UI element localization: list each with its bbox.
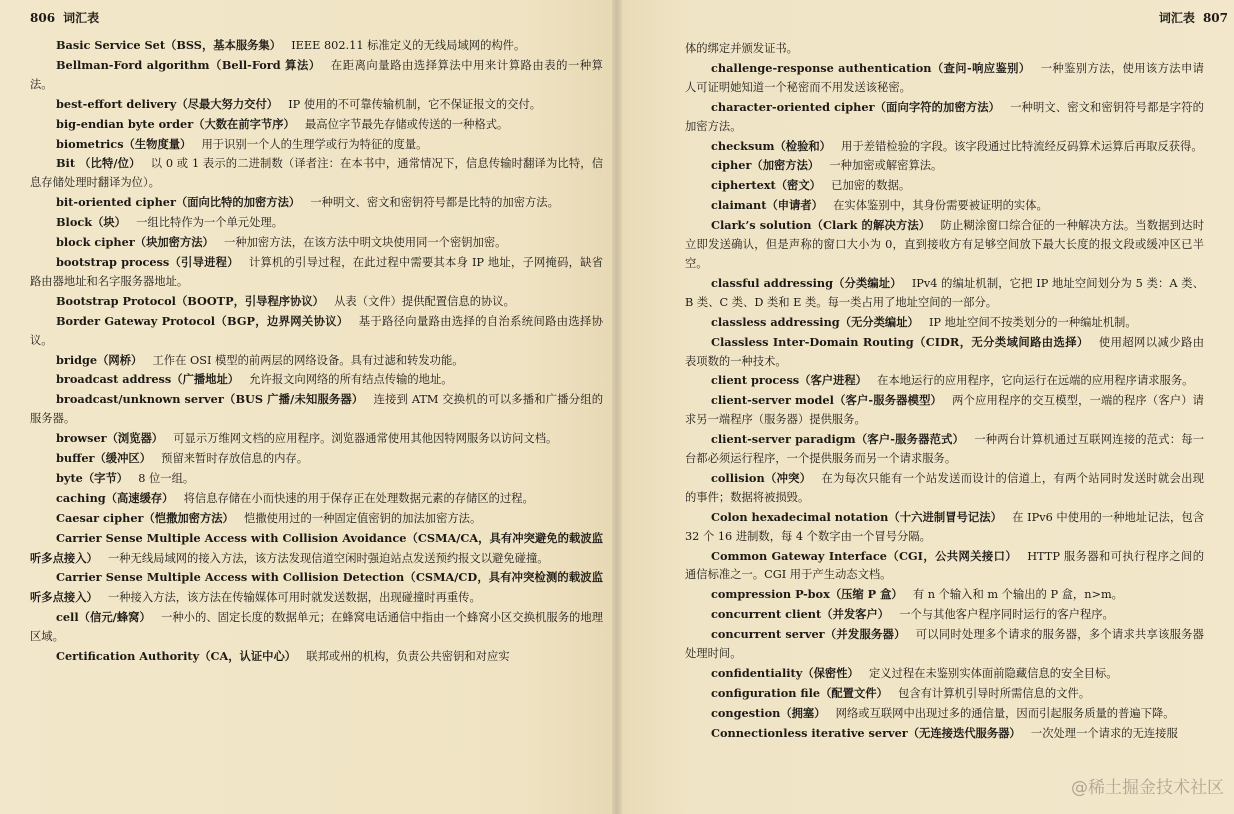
glossary-entry: [685, 59, 1204, 98]
glossary-entry: [685, 137, 1204, 157]
left-glossary-body: [30, 36, 603, 667]
glossary-entry: [685, 508, 1204, 547]
right-page-number: 807: [1202, 11, 1228, 25]
glossary-definition: 在为每次只能有一个站发送而设计的信道上，有两个站同时发送时就会出现的事件；数据将被损毁。: [685, 471, 1204, 504]
glossary-definition: 8 位一组。: [138, 471, 195, 485]
glossary-definition: 已加密的数据。: [831, 179, 911, 193]
glossary-term: byte（字节）: [55, 470, 129, 485]
glossary-term: classless addressing（无分类编址）: [710, 314, 919, 329]
glossary-entry: [30, 469, 603, 489]
glossary-term: Certification Authority（CA，认证中心）: [55, 649, 297, 664]
glossary-term: Bit （比特/位）: [55, 156, 141, 171]
glossary-definition: IP 使用的不可靠传输机制，它不保证报文的交付。: [288, 97, 542, 111]
glossary-definition: 一种明文、密文和密钥符号都是字符的加密方法。: [685, 100, 1204, 133]
glossary-definition: 一次处理一个请求的无连接服: [1030, 726, 1178, 740]
glossary-entry: [30, 370, 603, 390]
glossary-definition: 可以同时处理多个请求的服务器，多个请求共享该服务器处理时间。: [685, 628, 1204, 661]
glossary-entry: [30, 292, 603, 312]
glossary-term: Block（块）: [55, 215, 126, 230]
glossary-definition: 防止糊涂窗口综合征的一种解决方法。当数据到达时立即发送确认，但是声称的窗口大小为 0，直到接收方有足够空间放下最大长度的报文段或缓冲区已半空。: [685, 219, 1204, 270]
glossary-definition: 联邦或州的机构，负责公共密钥和对应实: [306, 650, 510, 664]
glossary-definition: 以 0 或 1 表示的二进制数（译者注：在本书中，通常情况下，信息传输时翻译为比特，信息存储处理时翻译为位）。: [30, 157, 603, 190]
glossary-term: bit-oriented cipher（面向比特的加密方法）: [55, 195, 301, 210]
glossary-definition: 一种无线局域网的接入方法，该方法发现信道空闲时强迫站点发送预约报文以避免碰撞。: [107, 551, 549, 565]
glossary-entry: [685, 216, 1204, 274]
glossary-term: broadcast/unknown server（BUS 广播/未知服务器）: [55, 392, 364, 407]
glossary-definition: 连接到 ATM 交换机的可以多播和广播分组的服务器。: [30, 393, 603, 426]
glossary-definition: 用于差错检验的字段。该字段通过比特流经反码算术运算后再取反获得。: [841, 139, 1203, 153]
glossary-term: Common Gateway Interface（CGI，公共网关接口）: [710, 548, 1018, 563]
glossary-definition: 计算机的引导过程，在此过程中需要其本身 IP 地址，子网掩码，缺省路由器地址和名字服务器地址。: [30, 255, 604, 288]
glossary-term: classful addressing（分类编址）: [710, 275, 902, 290]
glossary-entry: [30, 429, 603, 449]
glossary-entry: [685, 391, 1204, 430]
glossary-term: concurrent server（并发服务器）: [710, 627, 906, 642]
glossary-term: Colon hexadecimal notation（十六进制冒号记法）: [710, 509, 1002, 524]
right-running-head: 词汇表: [1158, 11, 1195, 25]
glossary-definition: 一种两台计算机通过互联网连接的范式：每一台都必须运行程序，一个提供服务而另一个请求服务。: [685, 433, 1204, 466]
glossary-term: Clark’s solution（Clark 的解决方法）: [710, 218, 931, 233]
glossary-entry: [685, 547, 1204, 586]
glossary-definition: 将信息存储在小而快速的用于保存正在处理数据元素的存储区的过程。: [183, 491, 534, 505]
glossary-entry: [685, 371, 1204, 391]
glossary-entry: [685, 684, 1204, 704]
right-glossary-body: [685, 40, 1204, 744]
glossary-entry: [685, 664, 1204, 684]
glossary-definition: 一组比特作为一个单元处理。: [136, 216, 283, 230]
glossary-definition: 恺撒使用过的一种固定值密钥的加法加密方法。: [244, 511, 482, 525]
glossary-definition: 基于路径向量路由选择的自治系统间路由选择协议。: [30, 314, 603, 347]
glossary-definition: 允许报文向网络的所有结点传输的地址。: [249, 373, 453, 387]
glossary-term: concurrent client（并发客户）: [710, 607, 890, 622]
glossary-definition: 可显示万维网文档的应用程序。浏览器通常使用其他因特网服务以访问文档。: [173, 432, 558, 446]
glossary-term: buffer（缓冲区）: [55, 451, 151, 466]
glossary-definition: 包含有计算机引导时所需信息的文件。: [898, 686, 1091, 700]
glossary-entry: [30, 608, 603, 647]
watermark: @稀土掘金技术社区: [1071, 778, 1224, 798]
glossary-definition: 一种加密方法，在该方法中明文块使用同一个密钥加密。: [224, 236, 507, 250]
glossary-term: bridge（网桥）: [55, 352, 143, 367]
glossary-definition: 一种明文、密文和密钥符号都是比特的加密方法。: [310, 196, 559, 210]
glossary-term: cell（信元/蜂窝）: [55, 610, 151, 625]
glossary-entry: [685, 704, 1204, 724]
glossary-term: best-effort delivery（尽最大努力交付）: [55, 96, 279, 111]
glossary-definition: 最高位字节最先存储或传送的一种格式。: [304, 117, 509, 131]
glossary-entry: [685, 724, 1204, 744]
glossary-term: ciphertext（密文）: [710, 178, 821, 193]
glossary-term: block cipher（块加密方法）: [55, 235, 214, 250]
glossary-entry: [685, 430, 1204, 469]
glossary-entry: [30, 312, 603, 351]
glossary-definition: HTTP 服务器和可执行程序之间的通信标准之一。CGI 用于产生动态文档。: [685, 549, 1205, 582]
glossary-term: big-endian byte order（大数在前字节序）: [55, 116, 295, 131]
glossary-term: configuration file（配置文件）: [710, 685, 888, 700]
glossary-entry: [685, 156, 1204, 176]
glossary-definition: IEEE 802.11 标准定义的无线局域网的构件。: [291, 39, 526, 52]
glossary-definition: 在距离向量路由选择算法中用来计算路由表的一种算法。: [30, 58, 603, 91]
glossary-entry: [30, 115, 603, 135]
glossary-entry: [30, 647, 603, 667]
glossary-entry: [685, 625, 1204, 664]
continued-definition: 体的绑定并颁发证书。: [685, 42, 798, 55]
glossary-term: Classless Inter-Domain Routing（CIDR，无分类域间路由选择）: [710, 334, 1089, 349]
glossary-term: Bootstrap Protocol（BOOTP，引导程序协议）: [55, 293, 324, 308]
glossary-term: character-oriented cipher（面向字符的加密方法）: [710, 99, 1001, 114]
book-gutter: [612, 0, 622, 814]
glossary-definition: 网络或互联网中出现过多的通信量，因而引起服务质量的普遍下降。: [835, 706, 1175, 720]
left-running-header: [30, 8, 603, 28]
glossary-entry: [685, 196, 1204, 216]
glossary-entry: [685, 98, 1204, 137]
glossary-term: broadcast address（广播地址）: [55, 372, 240, 387]
glossary-entry: [30, 213, 603, 233]
glossary-term: client process（客户进程）: [710, 373, 867, 388]
glossary-term: Border Gateway Protocol（BGP，边界网关协议）: [55, 313, 349, 328]
glossary-definition: 在实体鉴别中，其身份需要被证明的实体。: [833, 199, 1048, 213]
glossary-entry: [30, 135, 603, 155]
glossary-definition: 在 IPv6 中使用的一种地址记法，包含 32 个 16 进制数，每 4 个数字由一个冒号分隔。: [685, 510, 1204, 543]
glossary-entry: [30, 351, 603, 371]
glossary-term: caching（高速缓存）: [55, 490, 174, 505]
glossary-definition: 一种接入方法，该方法在传输媒体可用时就发送数据，出现碰撞时再重传。: [107, 591, 481, 605]
glossary-definition: 预留来暂时存放信息的内存。: [161, 452, 309, 466]
glossary-entry: [30, 449, 603, 469]
glossary-entry: [30, 253, 603, 292]
glossary-definition: 一种鉴别方法，使用该方法申请人可证明她知道一个秘密而不用发送该秘密。: [685, 61, 1204, 94]
glossary-term: claimant（申请者）: [710, 198, 823, 213]
glossary-definition: 有 n 个输入和 m 个输出的 P 盒，n>m。: [912, 588, 1123, 602]
glossary-entry: [685, 333, 1204, 372]
glossary-term: client-server model（客户-服务器模型）: [710, 393, 942, 408]
glossary-term: checksum（检验和）: [710, 138, 831, 153]
glossary-definition: 在本地运行的应用程序，它向运行在远端的应用程序请求服务。: [877, 374, 1194, 388]
glossary-entry: [685, 176, 1204, 196]
left-page-number: 806: [30, 11, 56, 25]
glossary-entry: [30, 390, 603, 429]
glossary-entry: [30, 193, 603, 213]
glossary-entry: [30, 56, 603, 95]
glossary-entry: [30, 154, 603, 193]
glossary-term: Basic Service Set（BSS，基本服务集）: [55, 38, 282, 52]
glossary-entry: [685, 313, 1204, 333]
glossary-definition: 一个与其他客户程序同时运行的客户程序。: [899, 608, 1114, 622]
glossary-entry: [30, 95, 603, 115]
glossary-definition: 定义过程在未鉴别实体面前隐藏信息的安全目标。: [868, 667, 1118, 680]
glossary-entry: [30, 529, 603, 569]
glossary-term: Caesar cipher（恺撒加密方法）: [55, 510, 234, 525]
glossary-entry: [30, 509, 603, 529]
glossary-definition: IPv4 的编址机制，它把 IP 地址空间划分为 5 类：A 类、B 类、C 类、D 类和 E 类。每一类占用了地址空间的一部分。: [685, 276, 1205, 309]
glossary-entry: [685, 469, 1204, 508]
glossary-definition: 工作在 OSI 模型的前两层的网络设备。具有过滤和转发功能。: [152, 353, 464, 367]
glossary-definition: 两个应用程序的交互模型，一端的程序（客户）请求另一端程序（服务器）提供服务。: [685, 394, 1204, 427]
glossary-definition: 用于识别一个人的生理学或行为特征的度量。: [201, 137, 428, 151]
glossary-term: compression P-box（压缩 P 盒）: [710, 587, 903, 602]
glossary-definition: 一种加密或解密算法。: [829, 159, 943, 173]
glossary-term: browser（浏览器）: [55, 431, 164, 446]
glossary-term: client-server paradigm（客户-服务器范式）: [710, 432, 965, 447]
glossary-definition: IP 地址空间不按类划分的一种编址机制。: [928, 315, 1137, 329]
glossary-term: Carrier Sense Multiple Access with Collision Detection（CSMA/CD，具有冲突检测的载波监听多点接入）: [30, 570, 603, 605]
glossary-entry: [685, 274, 1204, 313]
glossary-entry: [30, 568, 603, 608]
glossary-definition: 从表（文件）提供配置信息的协议。: [334, 294, 515, 308]
glossary-definition: 一种小的、固定长度的数据单元；在蜂窝电话通信中指由一个蜂窝小区交换机服务的地理区域。: [30, 611, 603, 644]
glossary-term: challenge-response authentication（查问-响应鉴别）: [710, 60, 1031, 75]
glossary-term: Connectionless iterative server（无连接迭代服务器）: [710, 725, 1021, 740]
glossary-term: congestion（拥塞）: [710, 705, 826, 720]
right-page: [617, 0, 1234, 814]
glossary-term: bootstrap process（引导进程）: [55, 254, 239, 269]
glossary-definition: 使用超网以减少路由表项数的一种技术。: [685, 335, 1204, 368]
glossary-entry: [685, 605, 1204, 625]
glossary-entry: [30, 489, 603, 509]
glossary-term: collision（冲突）: [710, 470, 812, 485]
glossary-entry: [30, 36, 603, 56]
glossary-term: biometrics（生物度量）: [55, 136, 192, 151]
glossary-term: cipher（加密方法）: [710, 158, 820, 173]
left-running-head: 词汇表: [63, 11, 100, 25]
right-running-header: [685, 8, 1228, 28]
glossary-term: confidentiality（保密性）: [710, 666, 859, 680]
glossary-entry: [685, 585, 1204, 605]
glossary-entry: [30, 233, 603, 253]
glossary-term: Carrier Sense Multiple Access with Collision Avoidance（CSMA/CA，具有冲突避免的载波监听多点接入）: [30, 530, 603, 565]
glossary-term: Bellman-Ford algorithm（Bell-Ford 算法）: [55, 57, 321, 72]
